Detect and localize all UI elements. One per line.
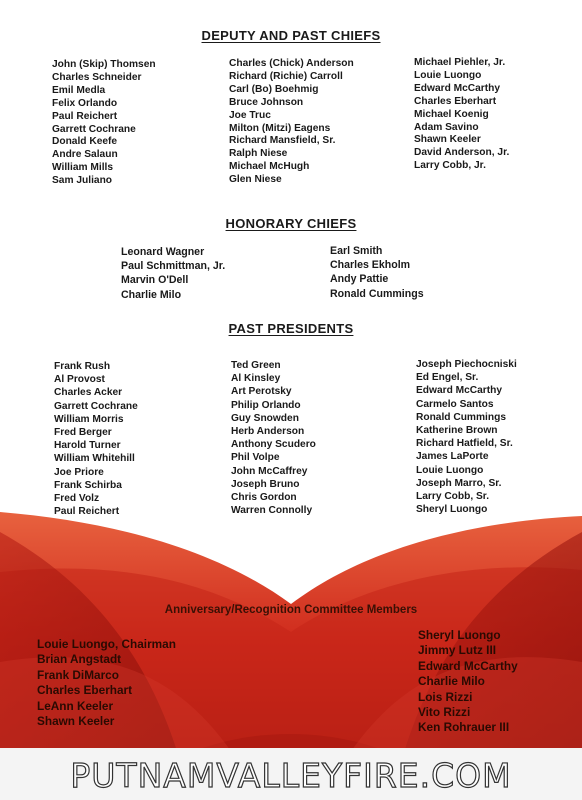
list-item: Charles Eberhart [414, 95, 497, 107]
committee-column-1 [37, 637, 176, 729]
list-item: Joseph Piechocniski [416, 359, 517, 370]
list-item: Edward McCarthy [414, 82, 501, 94]
list-item: Carmelo Santos [416, 398, 494, 410]
list-item: Frank Schirba [54, 479, 122, 491]
list-item: LeAnn Keeler [37, 698, 114, 713]
list-item: Al Provost [54, 374, 105, 386]
committee-title: Anniversary/Recognition Committee Members [164, 604, 418, 616]
list-item: Shawn Keeler [37, 714, 115, 729]
list-item: Anthony Scudero [231, 439, 316, 451]
list-item: Louie Luongo [414, 69, 482, 81]
list-item: Milton (Mitzi) Eagens [229, 122, 331, 134]
list-item: Warren Connolly [231, 505, 313, 517]
list-item: Lois Rizzi [418, 689, 473, 704]
past-presidents-column-2 [231, 359, 316, 517]
honorary-chiefs-column-2 [330, 244, 424, 301]
list-item: Fred Berger [54, 427, 112, 439]
past-presidents-column-3 [416, 358, 517, 516]
list-item: Leonard Wagner [121, 246, 205, 258]
list-item: Joseph Bruno [231, 478, 300, 490]
past-presidents-column-1 [54, 360, 138, 518]
list-item: Joe Priore [54, 466, 104, 478]
list-item: Larry Cobb, Sr. [416, 491, 490, 503]
list-item: Art Perotsky [231, 386, 292, 398]
list-item: Jimmy Lutz III [418, 643, 497, 658]
list-item: Ted Green [231, 360, 281, 371]
list-item: Paul Schmittman, Jr. [121, 260, 226, 273]
list-item: Ken Rohrauer III [418, 720, 510, 735]
committee-column-2 [418, 628, 518, 736]
deputy-chiefs-column-2 [229, 58, 354, 187]
list-item: Adam Savino [414, 121, 479, 133]
list-item: Sam Juliano [52, 175, 113, 187]
list-item: Charles Ekholm [330, 259, 411, 272]
list-item: Ralph Niese [229, 148, 288, 160]
list-item: Ed Engel, Sr. [416, 372, 479, 384]
section-title-past-presidents: PAST PRESIDENTS [228, 321, 354, 336]
list-item: Charlie Milo [418, 674, 485, 689]
section-title-honorary-chiefs: HONORARY CHIEFS [225, 216, 357, 231]
list-item: David Anderson, Jr. [414, 147, 510, 159]
list-item: Sheryl Luongo [416, 504, 488, 516]
list-item: Sheryl Luongo [418, 628, 501, 642]
list-item: Charles Acker [54, 387, 123, 399]
list-item: Richard Mansfield, Sr. [229, 135, 336, 147]
list-item: Fred Volz [54, 493, 100, 505]
list-item: Brian Angstadt [37, 652, 122, 667]
list-item: Andy Pattie [330, 273, 389, 286]
list-item: Charles Eberhart [37, 683, 133, 698]
deputy-chiefs-column-3 [414, 57, 509, 173]
list-item: Andre Salaun [52, 149, 118, 161]
list-item: Garrett Cochrane [54, 400, 138, 412]
list-item: Phil Volpe [231, 452, 280, 464]
list-item: Richard Hatfield, Sr. [416, 438, 513, 450]
list-item: Louie Luongo, Chairman [37, 637, 176, 651]
list-item: Paul Reichert [54, 506, 120, 518]
list-item: Joe Truc [229, 109, 271, 121]
list-item: Charlie Milo [121, 288, 182, 301]
list-item: William Morris [54, 413, 124, 425]
list-item: Michael Piehler, Jr. [414, 57, 506, 68]
list-item: Emil Medla [52, 84, 106, 96]
list-item: Joseph Marro, Sr. [416, 477, 502, 489]
list-item: Felix Orlando [52, 97, 118, 109]
list-item: Carl (Bo) Boehmig [229, 83, 319, 95]
list-item: Charles (Chick) Anderson [229, 58, 354, 69]
list-item: Glen Niese [229, 174, 282, 186]
list-item: John (Skip) Thomsen [52, 59, 156, 70]
list-item: William Mills [52, 162, 114, 174]
list-item: Guy Snowden [231, 412, 299, 424]
list-item: Louie Luongo [416, 464, 484, 476]
list-item: Vito Rizzi [418, 705, 471, 720]
list-item: Paul Reichert [52, 110, 118, 122]
list-item: Bruce Johnson [229, 96, 304, 108]
honorary-chiefs-column-1 [121, 245, 225, 302]
list-item: Shawn Keeler [414, 134, 481, 146]
list-item: Earl Smith [330, 245, 383, 257]
list-item: Edward McCarthy [416, 385, 503, 397]
list-item: Charles Schneider [52, 71, 142, 83]
list-item: Larry Cobb, Jr. [414, 160, 486, 172]
list-item: James LaPorte [416, 451, 489, 463]
list-item: Harold Turner [54, 440, 121, 452]
section-title-deputy-past-chiefs: DEPUTY AND PAST CHIEFS [201, 28, 381, 43]
list-item: Donald Keefe [52, 136, 118, 148]
list-item: Edward McCarthy [418, 658, 518, 673]
list-item: Al Kinsley [231, 373, 281, 385]
list-item: Philip Orlando [231, 399, 301, 411]
list-item: John McCaffrey [231, 465, 308, 477]
list-item: William Whitehill [54, 453, 135, 465]
list-item: Michael McHugh [229, 161, 310, 173]
list-item: Richard (Richie) Carroll [229, 70, 343, 82]
list-item: Ronald Cummings [330, 287, 424, 300]
list-item: Marvin O'Dell [121, 274, 189, 287]
list-item: Ronald Cummings [416, 411, 506, 423]
website-footer: PUTNAMVALLEYFIRE.COM [70, 756, 512, 795]
list-item: Frank Rush [54, 361, 111, 372]
list-item: Garrett Cochrane [52, 123, 136, 135]
deputy-chiefs-column-1 [52, 59, 156, 188]
list-item: Katherine Brown [416, 425, 498, 437]
list-item: Michael Koenig [414, 108, 489, 120]
list-item: Frank DiMarco [37, 667, 119, 682]
list-item: Herb Anderson [231, 426, 305, 438]
list-item: Chris Gordon [231, 492, 297, 504]
